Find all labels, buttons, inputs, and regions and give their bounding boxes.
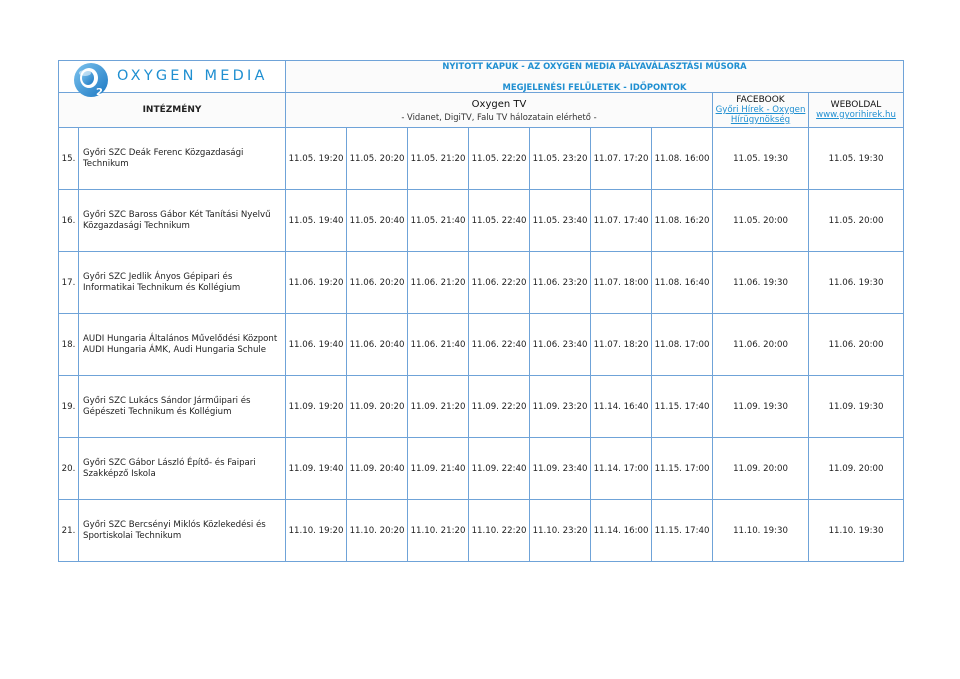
institution-name: Győri SZC Baross Gábor Két Tanítási Nyelvű Közgazdasági Technikum	[79, 190, 286, 252]
tv-time: 11.15. 17:40	[652, 500, 713, 562]
tv-time: 11.06. 22:20	[469, 252, 530, 314]
tv-time: 11.08. 16:40	[652, 252, 713, 314]
schedule-table	[58, 60, 904, 562]
tv-time: 11.09. 20:20	[347, 376, 408, 438]
tv-subtitle: - Vidanet, DigiTV, Falu TV hálozatain elérhető -	[401, 111, 597, 122]
tv-time: 11.05. 19:40	[286, 190, 347, 252]
tv-time: 11.09. 19:20	[286, 376, 347, 438]
tv-time: 11.06. 21:40	[408, 314, 469, 376]
svg-text:2: 2	[96, 86, 103, 98]
web-header	[809, 93, 904, 128]
row-number: 17.	[59, 252, 79, 314]
facebook-title: FACEBOOK	[736, 95, 785, 105]
web-time: 11.09. 19:30	[809, 376, 904, 438]
tv-time: 11.05. 19:20	[286, 128, 347, 190]
tv-time: 11.06. 19:40	[286, 314, 347, 376]
tv-time: 11.05. 21:20	[408, 128, 469, 190]
tv-time: 11.05. 20:20	[347, 128, 408, 190]
table-row	[59, 314, 904, 376]
tv-time: 11.05. 23:20	[530, 128, 591, 190]
tv-time: 11.09. 21:20	[408, 376, 469, 438]
page-title: NYITOTT KAPUK - AZ OXYGEN MEDIA PÁLYAVÁLASZTÁSI MŰSORA	[442, 61, 747, 71]
tv-time: 11.14. 16:40	[591, 376, 652, 438]
tv-time: 11.05. 22:20	[469, 128, 530, 190]
table-row	[59, 252, 904, 314]
tv-time: 11.05. 21:40	[408, 190, 469, 252]
tv-time: 11.10. 23:20	[530, 500, 591, 562]
web-link[interactable]: www.gyorihirek.hu	[816, 110, 896, 120]
tv-time: 11.09. 23:40	[530, 438, 591, 500]
tv-header	[286, 93, 713, 128]
tv-time: 11.15. 17:00	[652, 438, 713, 500]
tv-time: 11.06. 23:20	[530, 252, 591, 314]
row-number: 20.	[59, 438, 79, 500]
row-number: 16.	[59, 190, 79, 252]
web-title: WEBOLDAL	[830, 100, 882, 110]
brand-name: OXYGEN MEDIA	[117, 67, 268, 84]
web-time: 11.09. 20:00	[809, 438, 904, 500]
tv-time: 11.07. 18:20	[591, 314, 652, 376]
tv-time: 11.07. 17:40	[591, 190, 652, 252]
row-number: 19.	[59, 376, 79, 438]
page-subtitle: MEGJELENÉSI FELÜLETEK - IDŐPONTOK	[502, 82, 687, 92]
tv-time: 11.10. 19:20	[286, 500, 347, 562]
tv-title: Oxygen TV	[471, 98, 527, 110]
institution-name: Győri SZC Gábor László Építő- és Faipari Szakképző Iskola	[79, 438, 286, 500]
tv-time: 11.09. 20:40	[347, 438, 408, 500]
table-row	[59, 376, 904, 438]
tv-time: 11.10. 21:20	[408, 500, 469, 562]
logo-cell	[59, 61, 286, 98]
header-row-top	[59, 61, 904, 93]
tv-time: 11.14. 17:00	[591, 438, 652, 500]
tv-time: 11.14. 16:00	[591, 500, 652, 562]
tv-time: 11.09. 21:40	[408, 438, 469, 500]
tv-time: 11.06. 20:20	[347, 252, 408, 314]
tv-time: 11.05. 22:40	[469, 190, 530, 252]
institution-name: AUDI Hungaria Általános Művelődési Központ AUDI Hungaria ÁMK, Audi Hungaria Schule	[79, 314, 286, 376]
table-row	[59, 438, 904, 500]
tv-time: 11.06. 20:40	[347, 314, 408, 376]
tv-time: 11.09. 19:40	[286, 438, 347, 500]
institution-name: Győri SZC Deák Ferenc Közgazdasági Technikum	[79, 128, 286, 190]
tv-time: 11.06. 23:40	[530, 314, 591, 376]
facebook-time: 11.09. 19:30	[713, 376, 809, 438]
web-time: 11.06. 20:00	[809, 314, 904, 376]
tv-time: 11.06. 19:20	[286, 252, 347, 314]
facebook-time: 11.06. 19:30	[713, 252, 809, 314]
tv-time: 11.08. 17:00	[652, 314, 713, 376]
table-row	[59, 500, 904, 562]
tv-time: 11.05. 20:40	[347, 190, 408, 252]
institution-name: Győri SZC Jedlik Ányos Gépipari és Informatikai Technikum és Kollégium	[79, 252, 286, 314]
table-row	[59, 128, 904, 190]
tv-time: 11.09. 22:40	[469, 438, 530, 500]
tv-time: 11.10. 20:20	[347, 500, 408, 562]
facebook-time: 11.05. 19:30	[713, 128, 809, 190]
facebook-link[interactable]: Győri Hírek - Oxygen Hírügynökség	[715, 105, 806, 125]
web-time: 11.05. 20:00	[809, 190, 904, 252]
web-time: 11.10. 19:30	[809, 500, 904, 562]
facebook-time: 11.06. 20:00	[713, 314, 809, 376]
row-number: 21.	[59, 500, 79, 562]
tv-time: 11.05. 23:40	[530, 190, 591, 252]
oxygen-o2-logo-icon	[71, 61, 111, 99]
web-time: 11.05. 19:30	[809, 128, 904, 190]
table-row	[59, 190, 904, 252]
tv-time: 11.08. 16:20	[652, 190, 713, 252]
brand-logo	[71, 61, 268, 98]
tv-time: 11.15. 17:40	[652, 376, 713, 438]
institution-name: Győri SZC Lukács Sándor Járműipari és Gépészeti Technikum és Kollégium	[79, 376, 286, 438]
title-cell	[286, 61, 904, 93]
tv-time: 11.09. 22:20	[469, 376, 530, 438]
web-time: 11.06. 19:30	[809, 252, 904, 314]
institution-header: INTÉZMÉNY	[59, 93, 286, 128]
facebook-time: 11.09. 20:00	[713, 438, 809, 500]
tv-time: 11.10. 22:20	[469, 500, 530, 562]
tv-time: 11.06. 21:20	[408, 252, 469, 314]
tv-time: 11.06. 22:40	[469, 314, 530, 376]
tv-time: 11.07. 18:00	[591, 252, 652, 314]
facebook-time: 11.10. 19:30	[713, 500, 809, 562]
tv-time: 11.07. 17:20	[591, 128, 652, 190]
institution-name: Győri SZC Bercsényi Miklós Közlekedési és Sportiskolai Technikum	[79, 500, 286, 562]
tv-time: 11.08. 16:00	[652, 128, 713, 190]
row-number: 18.	[59, 314, 79, 376]
facebook-header	[713, 93, 809, 128]
facebook-time: 11.05. 20:00	[713, 190, 809, 252]
tv-time: 11.09. 23:20	[530, 376, 591, 438]
row-number: 15.	[59, 128, 79, 190]
header-row-columns	[59, 93, 904, 128]
